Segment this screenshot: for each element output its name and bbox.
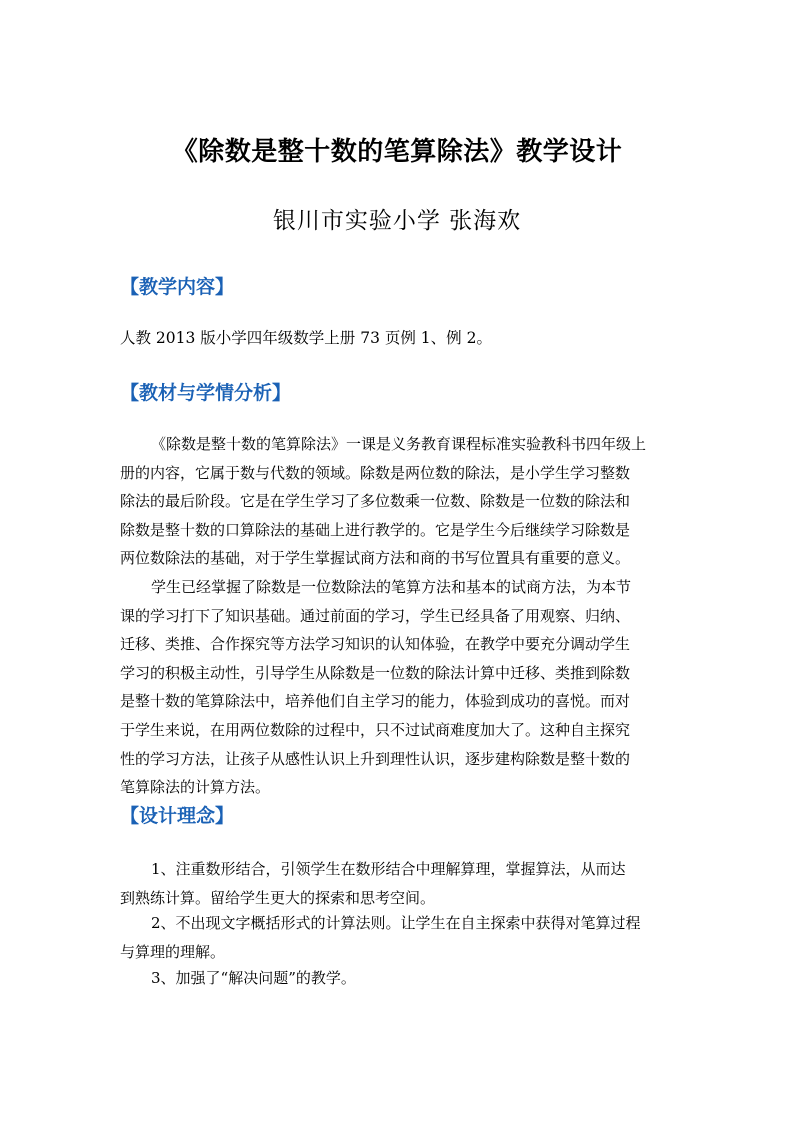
paragraph-line: 除数是整十数的口算除法的基础上进行教学的。它是学生今后继续学习除数是 bbox=[120, 520, 631, 539]
list-item-line: 到熟练计算。留给学生更大的探索和思考空间。 bbox=[120, 888, 436, 907]
document-title: 《除数是整十数的笔算除法》教学设计 bbox=[171, 137, 623, 167]
list-item-line: 1、注重数形结合，引领学生在数形结合中理解算理，掌握算法，从而达 bbox=[151, 860, 626, 878]
paragraph-line: 学生已经掌握了除数是一位数除法的笔算方法和基本的试商方法，为本节 bbox=[151, 578, 632, 596]
concept-item-2 bbox=[120, 909, 680, 966]
paragraph-line: 两位数除法的基础，对于学生掌握试商方法和商的书写位置具有重要的意义。 bbox=[120, 549, 631, 568]
analysis-paragraph-2 bbox=[120, 573, 680, 802]
concept-item-3 bbox=[120, 964, 680, 993]
paragraph-line: 于学生来说，在用两位数除的过程中，只不过试商难度加大了。这种自主探究 bbox=[120, 720, 631, 739]
paragraph-line: 是整十数的笔算除法中，培养他们自主学习的能力，体验到成功的喜悦。而对 bbox=[120, 692, 631, 711]
list-item-line: 3、加强了“解决问题”的教学。 bbox=[151, 969, 356, 987]
heading-analysis: 【教材与学情分析】 bbox=[120, 382, 292, 404]
author-line: 银川市实验小学 张海欢 bbox=[272, 208, 522, 234]
paragraph-line: 学习的积极主动性，引导学生从除数是一位数的除法计算中迁移、类推到除数 bbox=[120, 663, 631, 682]
teaching-content-text: 人教 2013 版小学四年级数学上册 73 页例 1、例 2。 bbox=[120, 329, 492, 347]
paragraph-line: 《除数是整十数的笔算除法》一课是义务教育课程标准实验教科书四年级上 bbox=[151, 435, 647, 453]
paragraph-line: 除法的最后阶段。它是在学生学习了多位数乘一位数、除数是一位数的除法和 bbox=[120, 492, 631, 511]
list-item-line: 2、不出现文字概括形式的计算法则。让学生在自主探索中获得对笔算过程 bbox=[151, 914, 641, 932]
list-item-line: 与算理的理解。 bbox=[120, 942, 226, 961]
paragraph-line: 笔算除法的计算方法。 bbox=[120, 778, 271, 797]
analysis-paragraph-1 bbox=[120, 430, 680, 573]
paragraph-line: 课的学习打下了知识基础。通过前面的学习，学生已经具备了用观察、归纳、 bbox=[120, 606, 631, 625]
heading-design-concept: 【设计理念】 bbox=[120, 805, 235, 827]
concept-item-1 bbox=[120, 855, 680, 912]
paragraph-line: 册的内容，它属于数与代数的领域。除数是两位数的除法，是小学生学习整数 bbox=[120, 463, 631, 482]
heading-teaching-content: 【教学内容】 bbox=[120, 276, 235, 298]
paragraph-line: 性的学习方法，让孩子从感性认识上升到理性认识，逐步建构除数是整十数的 bbox=[120, 749, 631, 768]
paragraph-line: 迁移、类推、合作探究等方法学习知识的认知体验，在教学中要充分调动学生 bbox=[120, 635, 631, 654]
